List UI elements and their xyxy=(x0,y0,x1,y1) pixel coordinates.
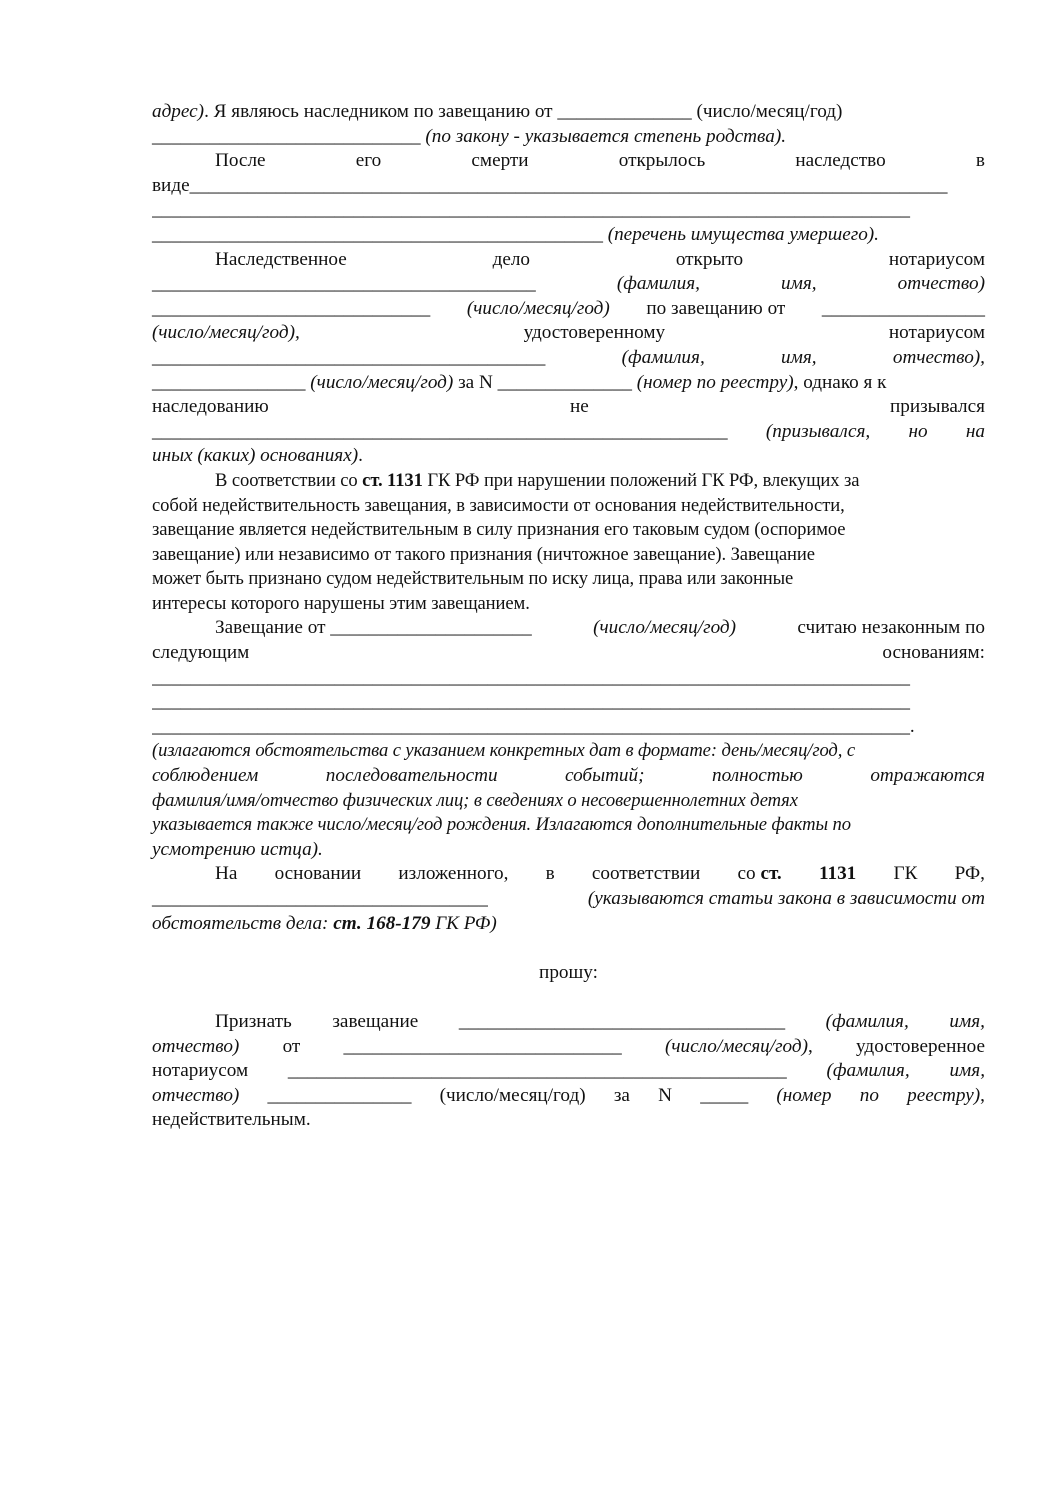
italic-hint: имя, xyxy=(949,1060,985,1082)
paragraph-2-line-4 xyxy=(152,813,985,838)
line-38 xyxy=(152,1035,985,1060)
word: за xyxy=(613,1084,630,1106)
blank-field: _________________ xyxy=(821,297,985,319)
line-39 xyxy=(152,1059,985,1084)
paragraph-1-line-4: завещание) или независимо от такого признания (ничтожное завещание). Завещание xyxy=(152,543,815,565)
line-9 xyxy=(152,297,985,322)
line-41: недействительным. xyxy=(152,1109,311,1131)
blank-field: ____________________________ xyxy=(152,125,421,147)
text: (число/месяц/год) xyxy=(439,1084,586,1106)
line-13 xyxy=(152,395,985,420)
word: от xyxy=(282,1035,301,1057)
word: призывался xyxy=(889,396,985,418)
italic-hint: отражаются xyxy=(870,765,985,787)
italic-hint: ГК РФ) xyxy=(430,912,497,934)
word: удостоверенному xyxy=(523,322,666,344)
date-hint-group xyxy=(665,1035,813,1060)
word: его xyxy=(355,150,382,172)
italic-hint: фамилия/имя/отчество физических лиц; в сведениях о несовершеннолетних детях xyxy=(152,789,798,811)
line-32 xyxy=(152,862,985,887)
italic-hint: (число/месяц/год) xyxy=(593,617,737,639)
line-24: _______________________________________________________________________________ xyxy=(152,666,910,688)
word: основании xyxy=(274,863,362,885)
registry-hint-group xyxy=(907,1084,985,1109)
word: смерти xyxy=(471,150,529,172)
italic-hint: (число/месяц/год) xyxy=(466,297,610,319)
text: ГК РФ при нарушении положений ГК РФ, влекущих за xyxy=(422,469,860,491)
line-6 xyxy=(152,223,985,248)
line-8 xyxy=(152,272,985,297)
word: нотариусом xyxy=(888,322,985,344)
italic-hint: (фамилия, xyxy=(621,346,705,368)
italic-hint: отчество) xyxy=(152,1035,240,1057)
line-3 xyxy=(152,149,985,174)
italic-hint: (по закону - указывается степень родства). xyxy=(425,125,787,147)
blank-field: ____________________________________________________________ xyxy=(152,420,728,442)
italic-hint: (номер xyxy=(776,1084,832,1106)
word: наследство xyxy=(795,150,886,172)
word: следующим xyxy=(152,642,250,664)
italic-hint: по xyxy=(859,1084,879,1106)
italic-fragment: адрес) xyxy=(152,101,205,122)
word: дело xyxy=(492,248,531,270)
word: ГК xyxy=(893,863,918,885)
blank-field: __________________________________ xyxy=(458,1010,786,1032)
text: по завещанию от xyxy=(646,297,786,319)
word: открыто xyxy=(675,248,744,270)
paragraph-2-line-3 xyxy=(152,789,985,814)
italic-hint: (фамилия, xyxy=(825,1010,909,1032)
word: На xyxy=(215,863,238,885)
word: наследованию xyxy=(152,396,269,418)
italic-hint: (призывался, xyxy=(765,420,871,442)
document-page xyxy=(152,100,985,1133)
paragraph-2-line-5 xyxy=(152,838,985,863)
word: основаниям: xyxy=(882,642,985,664)
article-ref: ст. 168-179 xyxy=(333,912,431,934)
line-4: виде_______________________________________________________________________________ xyxy=(152,174,948,196)
request-heading: прошу: xyxy=(539,961,598,983)
word: удостоверенное xyxy=(856,1035,985,1057)
spacer xyxy=(152,985,985,1010)
italic-hint: событий; xyxy=(565,765,645,787)
italic-hint: обстоятельств дела: xyxy=(152,912,334,934)
line-1-text: . Я являюсь наследником по завещанию от ______________ (число/месяц/год) xyxy=(204,101,843,122)
word: нотариусом xyxy=(888,248,985,270)
blank-field: _______________________________________________ xyxy=(152,223,603,245)
word: в xyxy=(975,150,985,172)
word: не xyxy=(569,396,589,418)
text: В соответствии со xyxy=(215,469,363,491)
blank-field: _________________________________________ xyxy=(152,346,546,368)
line-23 xyxy=(152,641,985,666)
italic-hint: но xyxy=(908,420,928,442)
italic-hint: отчество) xyxy=(152,1084,240,1106)
word: Наследственное xyxy=(215,248,347,270)
word: соответствии xyxy=(591,863,701,885)
spacer xyxy=(152,936,985,961)
italic-hint: иных (каких) основаниях) xyxy=(152,445,359,467)
italic-hint: (указываются статьи закона в зависимости от xyxy=(587,888,985,909)
paragraph-1-line-3: завещание является недействительным в силу признания его таковым судом (оспоримое xyxy=(152,519,846,541)
line-12 xyxy=(152,371,985,396)
text: , однако я к xyxy=(793,371,887,393)
blank-field: ________________________________________ xyxy=(152,273,536,295)
line-2 xyxy=(152,125,985,150)
blank-field: _______________ xyxy=(267,1084,412,1106)
italic-hint: (излагаются обстоятельства с указанием конкретных дат в формате: день/месяц/год, с xyxy=(152,740,855,762)
article-ref: ст. xyxy=(760,863,782,885)
line-10 xyxy=(152,321,985,346)
italic-hint: отчество), xyxy=(892,346,985,368)
italic-hint: последовательности xyxy=(325,765,498,787)
line-26: _______________________________________________________________________________. xyxy=(152,715,915,737)
line-25: _______________________________________________________________________________ xyxy=(152,691,910,713)
line-37 xyxy=(152,1010,985,1035)
text: Завещание от _____________________ xyxy=(215,617,532,639)
word: РФ, xyxy=(954,863,985,885)
word: со xyxy=(737,863,756,885)
article-ref: 1131 xyxy=(818,863,857,885)
paragraph-2-line-1 xyxy=(152,739,985,764)
line-11 xyxy=(152,346,985,371)
word: После xyxy=(215,150,266,172)
text: , xyxy=(980,1084,985,1106)
article-ref: ст. 1131 xyxy=(362,469,423,491)
paragraph-2-line-2 xyxy=(152,764,985,789)
italic-hint: имя, xyxy=(781,273,817,295)
italic-hint: (число/месяц/год) xyxy=(310,371,454,393)
paragraph-1-line-2: собой недействительность завещания, в зависимости от основания недействительности, xyxy=(152,494,845,516)
italic-hint: (число/месяц/год), xyxy=(152,322,300,344)
italic-hint: имя, xyxy=(781,346,817,368)
word: N xyxy=(658,1084,672,1106)
italic-hint: усмотрению истца). xyxy=(152,838,323,860)
blank-field: _____________________________ xyxy=(343,1035,622,1057)
paragraph-1-line-5: может быть признано судом недействительным по иску лица, права или законные xyxy=(152,568,794,590)
line-15 xyxy=(152,444,985,469)
italic-hint: реестру) xyxy=(907,1084,981,1106)
blank-field: ___________________________________ xyxy=(152,888,488,909)
line-14 xyxy=(152,420,985,445)
text: . xyxy=(358,445,363,467)
text: , xyxy=(808,1035,813,1057)
article-ref-group xyxy=(738,862,782,887)
paragraph-1-line-6: интересы которого нарушены этим завещанием. xyxy=(152,592,530,614)
italic-hint: отчество) xyxy=(897,273,985,295)
line-22 xyxy=(152,616,985,641)
italic-hint: полностью xyxy=(712,765,803,787)
word: Признать xyxy=(215,1010,292,1032)
italic-hint: на xyxy=(965,420,985,442)
line-34 xyxy=(152,912,985,937)
line-1 xyxy=(152,100,985,125)
paragraph-1-line-1 xyxy=(152,469,985,494)
italic-hint: указывается также число/месяц/год рождения. Излагаются дополнительные факты по xyxy=(152,814,851,836)
blank-field: _____ xyxy=(700,1084,749,1106)
text: за N ______________ xyxy=(458,371,632,393)
word: в xyxy=(545,863,555,885)
blank-field: _____________________________ xyxy=(152,297,431,319)
word: завещание xyxy=(332,1010,419,1032)
blank-field: ________________ xyxy=(152,371,306,393)
italic-hint: (перечень имущества умершего). xyxy=(607,223,879,245)
italic-hint: имя, xyxy=(949,1010,985,1032)
line-7 xyxy=(152,248,985,273)
italic-hint: (номер по реестру) xyxy=(636,371,794,393)
line-40 xyxy=(152,1084,985,1109)
italic-hint: соблюдением xyxy=(152,765,259,787)
italic-hint: (фамилия, xyxy=(826,1060,910,1082)
italic-hint: (число/месяц/год) xyxy=(665,1035,808,1057)
italic-hint: (фамилия, xyxy=(616,273,700,295)
line-5: _______________________________________________________________________________ xyxy=(152,199,910,221)
blank-field: ____________________________________________________ xyxy=(287,1060,787,1082)
text: считаю незаконным по xyxy=(797,617,985,639)
word: нотариусом xyxy=(152,1060,249,1082)
word: изложенного, xyxy=(398,863,509,885)
line-33 xyxy=(152,887,985,912)
word: открылось xyxy=(618,150,706,172)
